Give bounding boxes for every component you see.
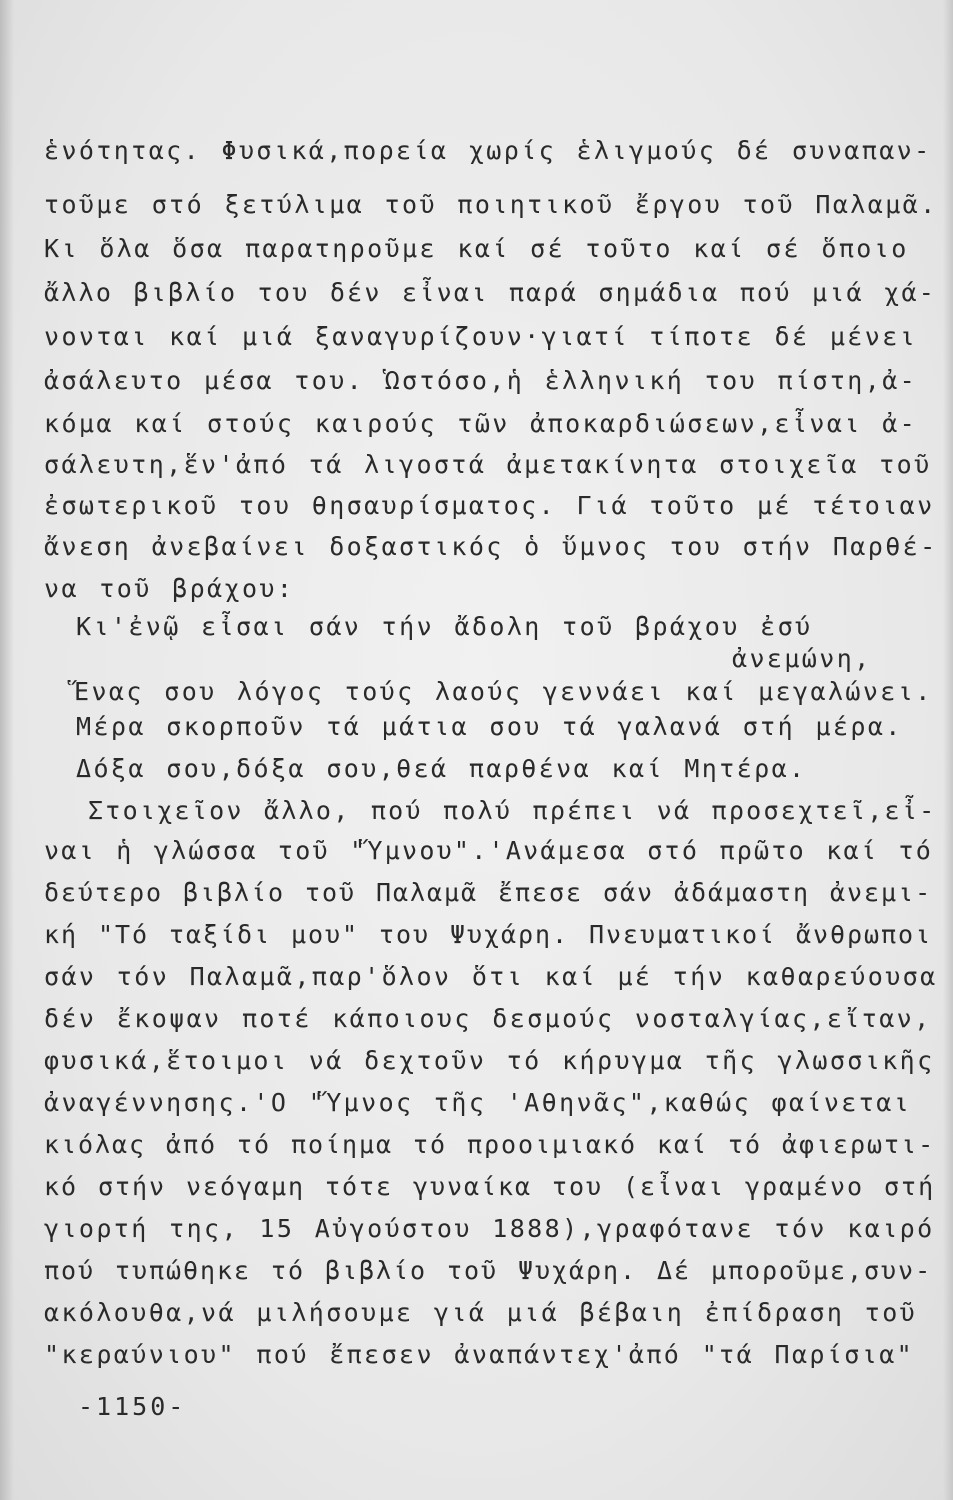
text-line: ἄλλο βιβλίο του δέν εἶναι παρά σημάδια πού μιά χά- (44, 278, 937, 307)
text-line: πού τυπώθηκε τό βιβλίο τοῦ Ψυχάρη. Δέ μποροῦμε,συν- (44, 1256, 933, 1285)
text-line: να τοῦ βράχου: (44, 574, 295, 603)
text-line: κή "Τό ταξίδι μου" του Ψυχάρη. Πνευματικοί ἄνθρωποι (44, 920, 933, 949)
poem-line: Μέρα σκορποῦν τά μάτια σου τά γαλανά στή μέρα. (76, 712, 903, 741)
text-line: Στοιχεῖον ἄλλο, πού πολύ πρέπει νά προσεχτεῖ,εἶ- (88, 796, 937, 825)
text-line: ἐσωτερικοῦ του θησαυρίσματος. Γιά τοῦτο μέ τέτοιαν (44, 491, 935, 520)
text-line: τοῦμε στό ξετύλιμα τοῦ ποιητικοῦ ἔργου τοῦ Παλαμᾶ. (44, 190, 938, 219)
text-line: Κι ὅλα ὅσα παρατηροῦμε καί σέ τοῦτο καί σέ ὅποιο (44, 234, 909, 263)
text-line: κόμα καί στούς καιρούς τῶν ἀποκαρδιώσεων,εἶναι ἀ- (44, 409, 918, 438)
text-line: σάν τόν Παλαμᾶ,παρ'ὅλον ὅτι καί μέ τήν καθαρεύουσα (44, 962, 938, 991)
text-line: κό στήν νεόγαμη τότε γυναίκα του (εἶναι γραμένο στή (44, 1172, 936, 1201)
text-line: ἀσάλευτο μέσα του. Ὡστόσο,ἡ ἑλληνική του πίστη,ἀ- (44, 366, 918, 395)
text-line: ἑνότητας. Φυσικά,πορεία χωρίς ἑλιγμούς δέ συναπαν- (44, 136, 932, 165)
text-line: γιορτή της, 15 Αὐγούστου 1888),γραφότανε τόν καιρό (44, 1214, 935, 1243)
poem-line: Ἕνας σου λόγος τούς λαούς γεννάει καί μεγαλώνει. (74, 677, 933, 706)
page-shadow-right (943, 0, 953, 1500)
text-line: ακόλουθα,νά μιλήσουμε γιά μιά βέβαιη ἐπίδραση τοῦ (44, 1298, 918, 1327)
text-line: δεύτερο βιβλίο τοῦ Παλαμᾶ ἔπεσε σάν ἀδάμαστη ἀνεμι- (44, 878, 933, 907)
poem-line: Δόξα σου,δόξα σου,θεά παρθένα καί Μητέρα. (76, 754, 807, 783)
text-line: "κεραύνιου" πού ἔπεσεν ἀναπάντεχ'ἀπό "τά Παρίσια" (44, 1340, 915, 1369)
page-shadow-left (0, 0, 14, 1500)
poem-line: Κι'ἐνῷ εἶσαι σάν τήν ἄδολη τοῦ βράχου ἐσύ (76, 612, 813, 641)
poem-line: ἀνεμώνη, (732, 644, 872, 673)
text-line: νονται καί μιά ξαναγυρίζουν·γιατί τίποτε δέ μένει (44, 322, 918, 351)
text-line: φυσικά,ἕτοιμοι νά δεχτοῦν τό κήρυγμα τῆς γλωσσικῆς (44, 1046, 935, 1075)
text-line: κιόλας ἀπό τό ποίημα τό προοιμιακό καί τό ἀφιερωτι- (44, 1130, 936, 1159)
text-line: δέν ἔκοψαν ποτέ κάποιους δεσμούς νοσταλγίας,εἴταν, (44, 1004, 932, 1033)
page-number: -1150- (78, 1392, 187, 1421)
text-line: ἄνεση ἀνεβαίνει δοξαστικός ὁ ὕμνος του στήν Παρθέ- (44, 532, 938, 561)
text-line: ναι ἡ γλώσσα τοῦ "Ὕμνου".'Ανάμεσα στό πρῶτο καί τό (44, 836, 934, 865)
text-line: σάλευτη,ἕν'ἀπό τά λιγοστά ἀμετακίνητα στοιχεῖα τοῦ (44, 450, 932, 479)
text-line: ἀναγέννησης.'Ο "Ὕμνος τῆς 'Αθηνᾶς",καθώς φαίνεται (44, 1088, 912, 1117)
